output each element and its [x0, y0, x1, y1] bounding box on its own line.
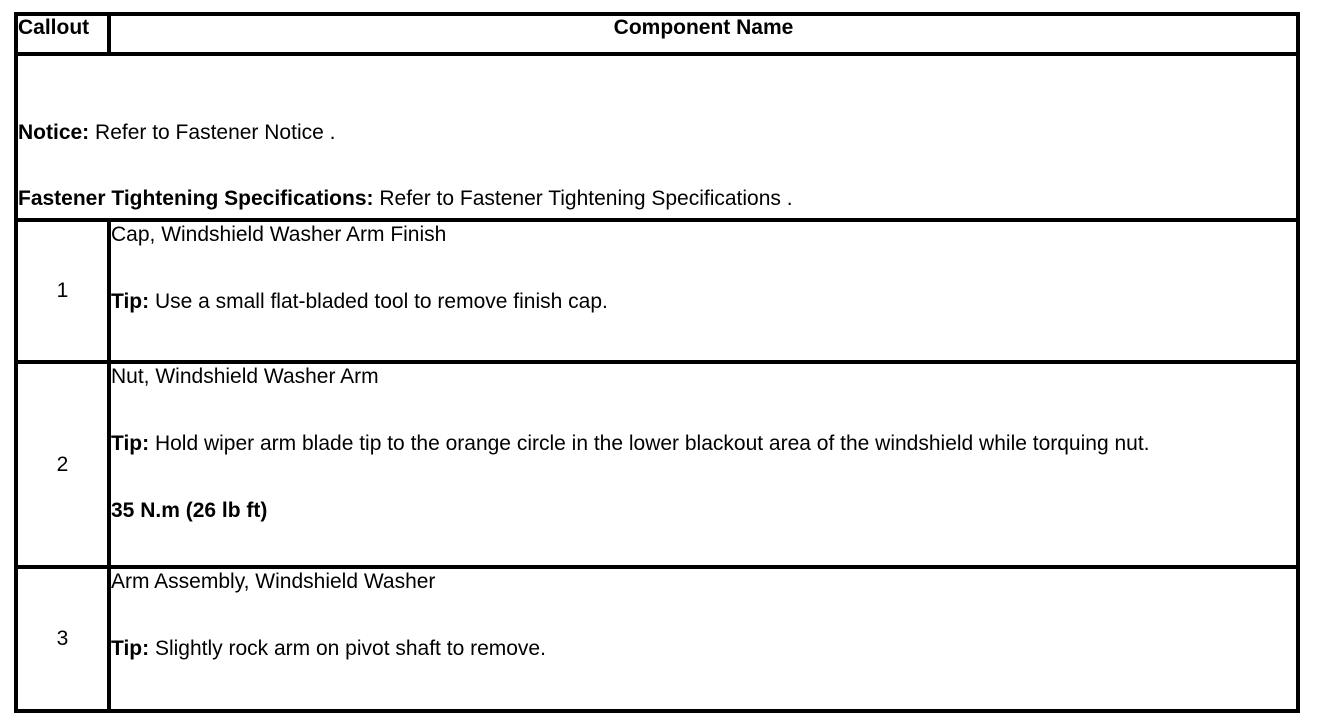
- tip-line: [111, 289, 1296, 315]
- table-row: [16, 362, 1298, 567]
- fastener-spec-text: Refer to Fastener Tightening Specifications .: [373, 187, 793, 210]
- tip-label: Tip:: [111, 432, 150, 455]
- notice-cell: [16, 54, 1298, 220]
- tip-text: Hold wiper arm blade tip to the orange circle in the lower blackout area of the windshield while torquing nut.: [149, 432, 1150, 455]
- table-row: [16, 567, 1298, 711]
- component-table: [14, 12, 1300, 713]
- callout-number: 3: [16, 567, 109, 711]
- fastener-spec-label: Fastener Tightening Specifications: [18, 187, 367, 210]
- callout-number: 2: [16, 362, 109, 567]
- component-name: Cap, Windshield Washer Arm Finish: [111, 223, 447, 246]
- tip-text: Slightly rock arm on pivot shaft to remove.: [149, 637, 546, 660]
- notice-text: Refer to Fastener Notice .: [89, 121, 336, 144]
- notice-line: [18, 120, 1296, 146]
- fastener-spec-colon: :: [366, 187, 374, 210]
- table-row: [16, 220, 1298, 362]
- component-name: Arm Assembly, Windshield Washer: [111, 570, 436, 593]
- component-cell: [109, 362, 1298, 567]
- tip-label: Tip:: [111, 637, 150, 660]
- tip-line: [111, 636, 1296, 662]
- component-name: Nut, Windshield Washer Arm: [111, 365, 379, 388]
- torque-spec: 35 N.m (26 lb ft): [111, 499, 268, 522]
- fastener-spec-line: [18, 186, 1296, 212]
- component-cell: [109, 220, 1298, 362]
- callout-column-header: Callout: [16, 14, 109, 54]
- table-header-row: [16, 14, 1298, 54]
- tip-text: Use a small flat-bladed tool to remove finish cap.: [149, 290, 608, 313]
- component-cell: [109, 567, 1298, 711]
- tip-line: [111, 431, 1296, 457]
- tip-label: Tip:: [111, 290, 150, 313]
- notice-label: Notice:: [18, 121, 90, 144]
- notice-row: [16, 54, 1298, 220]
- callout-number: 1: [16, 220, 109, 362]
- component-name-column-header: Component Name: [109, 14, 1298, 54]
